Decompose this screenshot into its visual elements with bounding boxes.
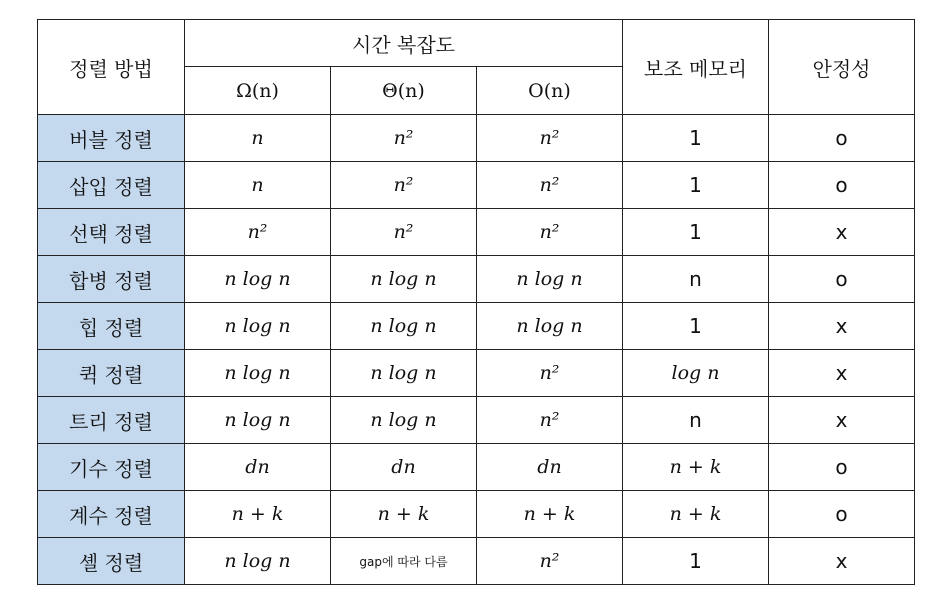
stability-cell: x (769, 209, 915, 256)
omega-cell: n (185, 115, 331, 162)
algorithm-name: 기수 정렬 (38, 444, 185, 491)
table-row (38, 491, 915, 538)
theta-cell: gap에 따라 다름 (331, 538, 477, 585)
table-row (38, 162, 915, 209)
memory-cell: n + k (623, 444, 769, 491)
stability-cell: o (769, 444, 915, 491)
bigo-cell: n² (477, 397, 623, 444)
memory-cell: n (623, 397, 769, 444)
omega-cell: n log n (185, 397, 331, 444)
memory-cell: 1 (623, 115, 769, 162)
omega-cell: n log n (185, 350, 331, 397)
omega-cell: n (185, 162, 331, 209)
omega-cell: n log n (185, 256, 331, 303)
bigo-cell: n² (477, 115, 623, 162)
omega-cell: n log n (185, 538, 331, 585)
theta-cell: dn (331, 444, 477, 491)
header-omega: Ω(n) (185, 67, 331, 115)
stability-cell: o (769, 256, 915, 303)
algorithm-name: 선택 정렬 (38, 209, 185, 256)
table-row (38, 303, 915, 350)
bigo-cell: dn (477, 444, 623, 491)
header-row-1 (38, 20, 915, 67)
header-method: 정렬 방법 (38, 20, 185, 115)
algorithm-name: 버블 정렬 (38, 115, 185, 162)
omega-cell: n² (185, 209, 331, 256)
table-row (38, 256, 915, 303)
stability-cell: o (769, 115, 915, 162)
bigo-cell: n² (477, 350, 623, 397)
header-stability: 안정성 (769, 20, 915, 115)
theta-cell: n² (331, 209, 477, 256)
algorithm-name: 삽입 정렬 (38, 162, 185, 209)
algorithm-name: 힙 정렬 (38, 303, 185, 350)
table-row (38, 538, 915, 585)
table-row (38, 115, 915, 162)
stability-cell: x (769, 350, 915, 397)
theta-cell: n + k (331, 491, 477, 538)
table-row (38, 444, 915, 491)
memory-cell: 1 (623, 209, 769, 256)
table-row (38, 350, 915, 397)
omega-cell: dn (185, 444, 331, 491)
stability-cell: o (769, 491, 915, 538)
header-bigo: O(n) (477, 67, 623, 115)
algorithm-name: 계수 정렬 (38, 491, 185, 538)
memory-cell: 1 (623, 162, 769, 209)
bigo-cell: n log n (477, 303, 623, 350)
theta-cell: n² (331, 162, 477, 209)
bigo-cell: n² (477, 162, 623, 209)
table-row (38, 397, 915, 444)
memory-cell: n + k (623, 491, 769, 538)
algorithm-name: 셸 정렬 (38, 538, 185, 585)
stability-cell: o (769, 162, 915, 209)
theta-cell: n² (331, 115, 477, 162)
stability-cell: x (769, 303, 915, 350)
theta-cell: n log n (331, 397, 477, 444)
bigo-cell: n² (477, 209, 623, 256)
omega-cell: n + k (185, 491, 331, 538)
sorting-complexity-table (37, 19, 915, 585)
theta-cell: n log n (331, 256, 477, 303)
memory-cell: log n (623, 350, 769, 397)
memory-cell: n (623, 256, 769, 303)
bigo-cell: n² (477, 538, 623, 585)
memory-cell: 1 (623, 303, 769, 350)
header-time-complexity: 시간 복잡도 (185, 20, 623, 67)
theta-cell: n log n (331, 303, 477, 350)
header-theta: Θ(n) (331, 67, 477, 115)
stability-cell: x (769, 538, 915, 585)
algorithm-name: 합병 정렬 (38, 256, 185, 303)
bigo-cell: n + k (477, 491, 623, 538)
omega-cell: n log n (185, 303, 331, 350)
memory-cell: 1 (623, 538, 769, 585)
header-aux-memory: 보조 메모리 (623, 20, 769, 115)
bigo-cell: n log n (477, 256, 623, 303)
algorithm-name: 퀵 정렬 (38, 350, 185, 397)
theta-cell: n log n (331, 350, 477, 397)
stability-cell: x (769, 397, 915, 444)
table-row (38, 209, 915, 256)
algorithm-name: 트리 정렬 (38, 397, 185, 444)
